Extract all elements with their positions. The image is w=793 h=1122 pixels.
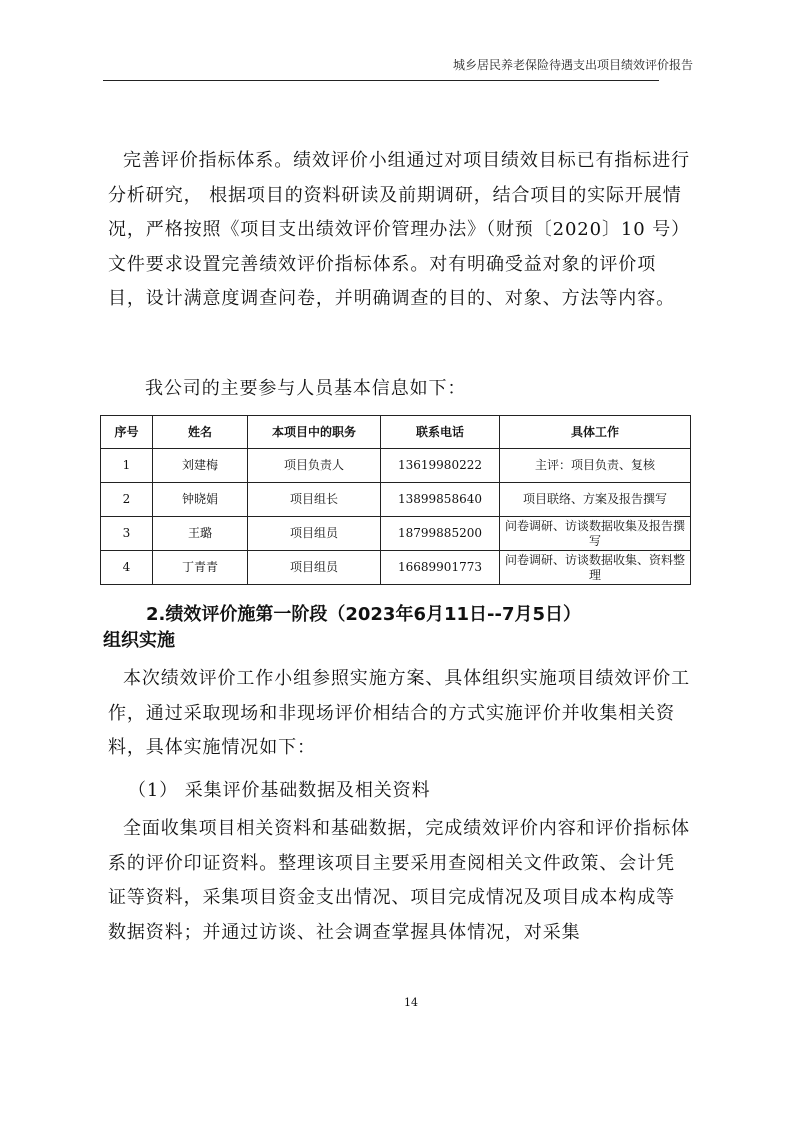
table-row [101,517,691,551]
col-header-name: 姓名 [153,416,248,449]
cell-index: 2 [101,483,153,517]
cell-phone: 13899858640 [381,483,500,517]
section-heading: 2.绩效评价施第一阶段（2023年6月11日--7月5日） [146,604,582,625]
col-header-duties: 具体工作 [500,416,691,449]
cell-role: 项目组员 [248,551,381,585]
table-row [101,551,691,585]
cell-name: 钟晓娟 [153,483,248,517]
table-row [101,449,691,483]
page-number: 14 [404,996,418,1009]
section-subheading: 组织实施 [103,630,175,651]
col-header-phone: 联系电话 [381,416,500,449]
cell-index: 1 [101,449,153,483]
cell-name: 王璐 [153,517,248,551]
cell-name: 刘建梅 [153,449,248,483]
cell-role: 项目负责人 [248,449,381,483]
col-header-index: 序号 [101,416,153,449]
cell-phone: 16689901773 [381,551,500,585]
paragraph-indicator-system: 完善评价指标体系。绩效评价小组通过对项目绩效目标已有指标进行分析研究， 根据项目的资料研读及前期调研，结合项目的实际开展情况，严格按照《项目支出绩效评价管理办法》（财预〔2020〕10 号）文件要求设置完善绩效评价指标体系。对有明确受益对象的评价项目，设计满意度调查问卷，并明确调查的目的、对象、方法等内容。 [108,150,691,309]
cell-duties: 项目联络、方案及报告撰写 [500,483,691,517]
paragraph-data-collection: 全面收集项目相关资料和基础数据，完成绩效评价内容和评价指标体系的评价印证资料。整理该项目主要采用查阅相关文件政策、会计凭证等资料，采集项目资金支出情况、项目完成情况及项目成本构成等数据资料；并通过访谈、社会调查掌握具体情况，对采集 [108,818,690,943]
col-header-role: 本项目中的职务 [248,416,381,449]
cell-index: 4 [101,551,153,585]
staff-table [100,415,691,585]
cell-duties: 问卷调研、访谈数据收集及报告撰写 [500,517,691,551]
running-header: 城乡居民养老保险待遇支出项目绩效评价报告 [452,58,693,72]
cell-duties: 主评：项目负责、复核 [500,449,691,483]
list-item-data-collection: （1） 采集评价基础数据及相关资料 [128,780,431,801]
cell-phone: 13619980222 [381,449,500,483]
staff-intro: 我公司的主要参与人员基本信息如下： [145,378,467,399]
table-row [101,483,691,517]
cell-role: 项目组长 [248,483,381,517]
table-header-row [101,416,691,449]
cell-duties: 问卷调研、访谈数据收集、资料整理 [500,551,691,585]
cell-role: 项目组员 [248,517,381,551]
cell-phone: 18799885200 [381,517,500,551]
paragraph-implementation: 本次绩效评价工作小组参照实施方案、具体组织实施项目绩效评价工作，通过采取现场和非现场评价相结合的方式实施评价并收集相关资料，具体实施情况如下： [108,668,690,758]
cell-index: 3 [101,517,153,551]
header-rule [103,80,659,81]
cell-name: 丁青青 [153,551,248,585]
